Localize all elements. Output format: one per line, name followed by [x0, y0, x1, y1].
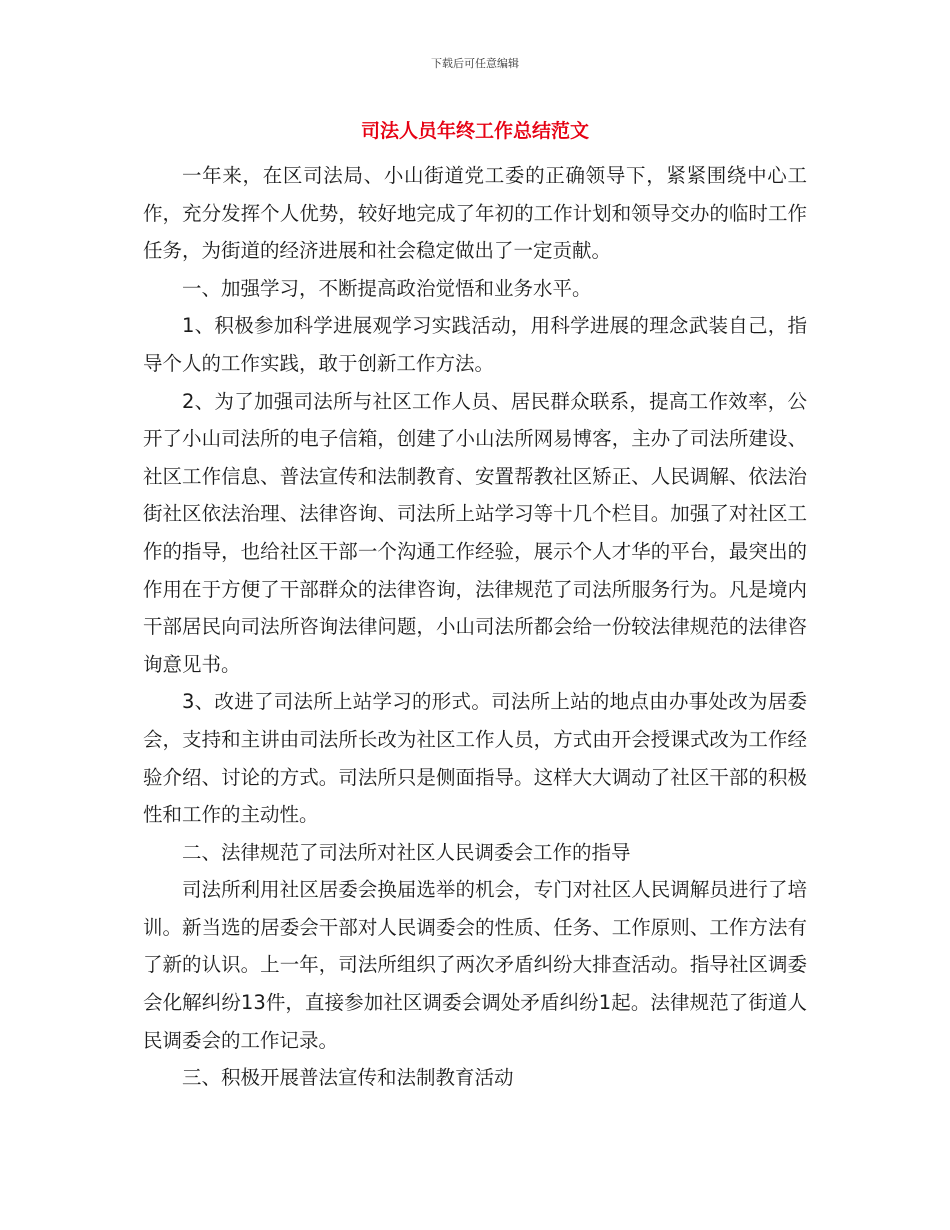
section-heading-2: 二、法律规范了司法所对社区人民调委会工作的指导	[182, 840, 631, 864]
paragraph-2: 司法所利用社区居委会换届选举的机会，专门对社区人民调解员进行了培训。新当选的居委会干部对人民调委会的性质、任务、工作原则、工作方法有了新的认识。上一年，司法所组织了两次矛盾纠纷大排查活动。指导社区调委会化解纠纷13件，直接参加社区调委会调处矛盾纠纷1起。法律规范了街道人民调委会的工作记录。	[143, 878, 807, 1052]
section-heading-3: 三、积极开展普法宣传和法制教育活动	[182, 1066, 514, 1090]
paragraph-intro: 一年来，在区司法局、小山街道党工委的正确领导下，紧紧围绕中心工作，充分发挥个人优势，较好地完成了年初的工作计划和领导交办的临时工作任务，为街道的经济进展和社会稳定做出了一定贡献。	[143, 164, 807, 263]
document-title: 司法人员年终工作总结范文	[360, 120, 589, 142]
header-note: 下载后可任意编辑	[431, 57, 519, 70]
paragraph-1-1: 1、积极参加科学进展观学习实践活动，用科学进展的理念武装自己，指导个人的工作实践，敢于创新工作方法。	[143, 314, 807, 375]
section-heading-1: 一、加强学习，不断提高政治觉悟和业务水平。	[182, 276, 592, 300]
paragraph-1-3: 3、改进了司法所上站学习的形式。司法所上站的地点由办事处改为居委会，支持和主讲由司法所长改为社区工作人员，方式由开会授课式改为工作经验介绍、讨论的方式。司法所只是侧面指导。这样大大调动了社区干部的积极性和工作的主动性。	[143, 690, 807, 827]
paragraph-1-2: 2、为了加强司法所与社区工作人员、居民群众联系，提高工作效率，公开了小山司法所的电子信箱，创建了小山法所网易博客，主办了司法所建设、社区工作信息、普法宣传和法制教育、安置帮教社区矫正、人民调解、依法治街社区依法治理、法律咨询、司法所上站学习等十几个栏目。加强了对社区工作的指导，也给社区干部一个沟通工作经验，展示个人才华的平台，最突出的作用在于方便了干部群众的法律咨询，法律规范了司法所服务行为。凡是境内干部居民向司法所咨询法律问题，小山司法所都会给一份较法律规范的法律咨询意见书。	[143, 389, 807, 676]
document-body	[143, 157, 807, 1097]
